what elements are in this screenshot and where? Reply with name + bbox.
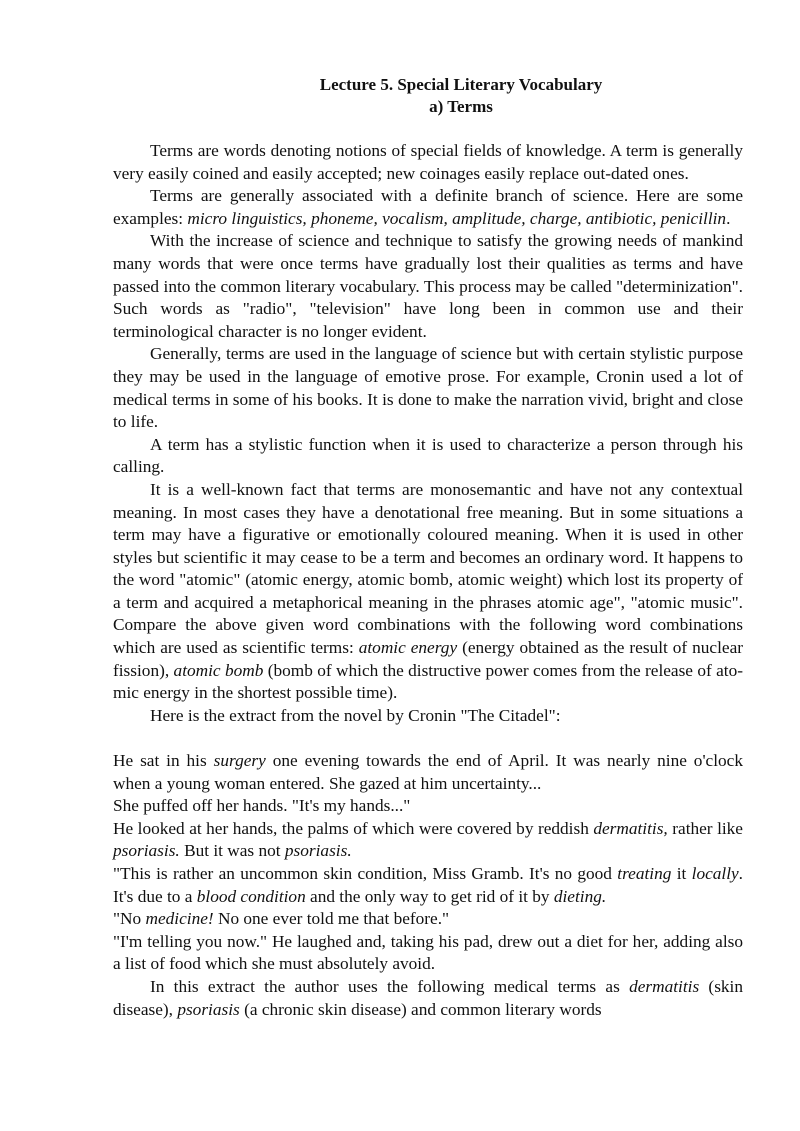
extract-line-4: "This is rather an uncommon skin condition, Miss Gramb. It's no good treating it locally. It's due to a blood condition and the only way to get rid of it by dieting.	[113, 864, 743, 906]
body-text	[113, 140, 743, 727]
paragraph-2: Terms are generally associated with a definite branch of science. Here are some examples: micro linguistics, phoneme, vocalism, amplitude, charge, antibiotic, penicillin.	[113, 186, 743, 228]
extract-line-1: He sat in his surgery one evening towards the end of April. It was nearly nine o'clock when a young woman entered. She gazed at him uncertainty...	[113, 751, 743, 793]
extract-line-6: "I'm telling you now." He laughed and, taking his pad, drew out a diet for her, adding also a list of food which she must absolutely avoid.	[113, 931, 743, 974]
lecture-title	[113, 74, 743, 118]
paragraph-4: Generally, terms are used in the language of science but with certain stylistic purpose they may be used in the language of emotive prose. For example, Cronin used a lot of medical terms in some of his books. It is done to make the narration vivid, bright and close to life.	[113, 344, 743, 432]
document-page	[113, 74, 743, 1021]
novel-extract	[113, 750, 743, 976]
extract-line-5: "No medicine! No one ever told me that before."	[113, 909, 450, 929]
paragraph-5: A term has a stylistic function when it is used to characterize a person through his calling.	[113, 434, 743, 477]
extract-line-2: She puffed off her hands. "It's my hands..."	[113, 796, 411, 816]
paragraph-1: Terms are words denoting notions of special fields of knowledge. A term is generally very easily coined and easily accepted; new coinages easily replace out-dated ones.	[113, 141, 743, 183]
title-line-2: a) Terms	[429, 97, 493, 116]
final-paragraph: In this extract the author uses the following medical terms as dermatitis (skin disease), psoriasis (a chronic skin disease) and common literary words	[113, 976, 743, 1019]
paragraph-6: It is a well-known fact that terms are monosemantic and have not any contextual meaning. In most cases they have a denotational free meaning. But in some situations a term may have a figurative or emotionally coloured meaning. When it is used in other styles but scientific it may cease to be a term and becomes an ordinary word. It happens to the word "atomic" (atomic energy, atomic bomb, atomic weight) which lost its property of a term and acquired a metaphorical meaning in the phrases atomic age", "atomic music". Compare the above given word combinations with the following word combinations which are used as scientific terms: atomic energy (energy obtained as the result of nuclear fission), atomic bomb (bomb of which the distructive power comes from the release of ato-mic energy in the shortest possible time).	[113, 479, 744, 703]
paragraph-7: Here is the extract from the novel by Cronin "The Citadel":	[150, 705, 561, 725]
paragraph-3: With the increase of science and technique to satisfy the growing needs of mankind many words that were once terms have gradually lost their qualities as terms and have passed into the common literary vocabulary. This process may be called "determinization". Such words as "radio", "television" have long been in common use and their terminological character is no longer evident.	[113, 231, 743, 341]
title-line-1: Lecture 5. Special Literary Vocabulary	[319, 75, 603, 94]
extract-line-3: He looked at her hands, the palms of which were covered by reddish dermatitis, rather like psoriasis. But it was not psoriasis.	[113, 818, 743, 861]
